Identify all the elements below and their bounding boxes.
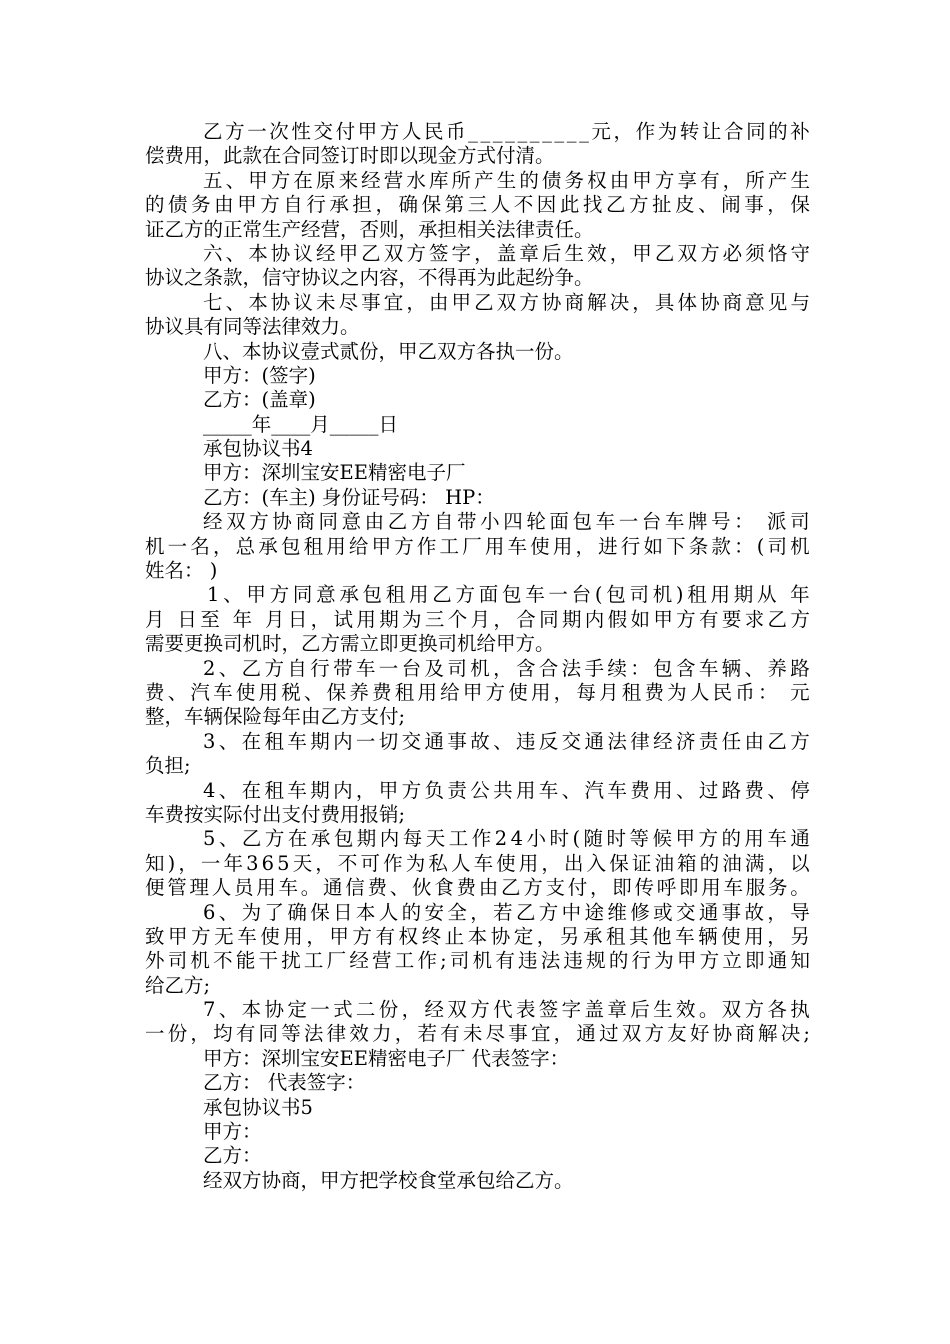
text-line: 一 份 ， 均 有 同 等 法 律 效 力 ， 若 有 未 尽 事 宜 ， 通 过 双 方 友 好 协 商 解 决 ;: [145, 1022, 810, 1046]
text-line: 知 ) ， 一 年 3 6 5 天 ， 不 可 作 为 私 人 车 使 用 ， 出 入 保 证 油 箱 的 油 满 ， 以: [145, 851, 810, 875]
text-line: 需要更换司机时，乙方需立即更换司机给甲方。: [145, 632, 555, 656]
text-line: 甲方：(签字): [203, 363, 316, 387]
text-line: 五 、 甲 方 在 原 来 经 营 水 库 所 产 生 的 债 务 权 由 甲 方 享 有 ， 所 产 生: [203, 168, 810, 192]
text-line: 车费按实际付出支付费用报销;: [145, 802, 406, 826]
text-line: 甲方：: [203, 1120, 262, 1144]
text-line: 给乙方;: [145, 973, 211, 997]
text-line: 六 、 本 协 议 经 甲 乙 双 方 签 字 ， 盖 章 后 生 效 ， 甲 乙 双 方 必 须 恪 守: [203, 241, 810, 265]
text-line: 负担;: [145, 754, 191, 778]
text-line: 乙 方 一 次 性 交 付 甲 方 人 民 币 _ _ _ _ _ _ _ _ _ _ 元 ， 作 为 转 让 合 同 的 补: [203, 120, 810, 143]
text-line: 乙方：(盖章): [203, 388, 316, 412]
text-line: _____年____月_____日: [203, 412, 399, 436]
text-line: 外 司 机 不 能 干 扰 工 厂 经 营 工 作 ; 司 机 有 违 法 违 规 的 行 为 甲 方 立 即 通 知: [145, 949, 810, 973]
text-line: 协议之条款，信守协议之内容，不得再为此起纷争。: [145, 266, 594, 290]
text-line: 5 、 乙 方 在 承 包 期 内 每 天 工 作 2 4 小 时 ( 随 时 等 候 甲 方 的 用 车 通: [203, 827, 810, 851]
text-line: 七 、 本 协 议 未 尽 事 宜 ， 由 甲 乙 双 方 协 商 解 决 ， 具 体 协 商 意 见 与: [203, 290, 810, 314]
text-line: 经双方协商，甲方把学校食堂承包给乙方。: [203, 1168, 574, 1192]
text-line: 2 、 乙 方 自 行 带 车 一 台 及 司 机 ， 含 合 法 手 续 ： 包 含 车 辆 、 养 路: [203, 656, 810, 680]
text-line: 乙方：: [203, 1144, 262, 1168]
text-line: 便 管 理 人 员 用 车 。 通 信 费 、 伙 食 费 由 乙 方 支 付 ， 即 传 呼 即 用 车 服 务 。: [145, 876, 810, 900]
text-line: 整，车辆保险每年由乙方支付;: [145, 705, 406, 729]
text-line: 经 双 方 协 商 同 意 由 乙 方 自 带 小 四 轮 面 包 车 一 台 车 牌 号 ： 派 司: [203, 510, 810, 534]
text-line: 姓名： ): [145, 559, 218, 583]
text-line: 承包协议书4: [203, 437, 313, 461]
text-line: 偿费用，此款在合同签订时即以现金方式付清。: [145, 144, 555, 168]
text-line: 3 、 在 租 车 期 内 一 切 交 通 事 故 、 违 反 交 通 法 律 经 济 责 任 由 乙 方: [203, 729, 810, 753]
text-line: 机 一 名 ， 总 承 包 租 用 给 甲 方 作 工 厂 用 车 使 用 ， 进 行 如 下 条 款 ： ( 司 机: [145, 534, 810, 558]
text-line: 证乙方的正常生产经营，否则，承担相关法律责任。: [145, 217, 594, 241]
text-line: 乙方：(车主) 身份证号码： HP：: [203, 485, 495, 509]
text-line: 八、本协议壹式贰份，甲乙双方各执一份。: [203, 339, 574, 363]
text-line: 7 、 本 协 定 一 式 二 份 ， 经 双 方 代 表 签 字 盖 章 后 生 效 。 双 方 各 执: [203, 998, 810, 1022]
text-line: 承包协议书5: [203, 1095, 313, 1119]
text-line: 1 、 甲 方 同 意 承 包 租 用 乙 方 面 包 车 一 台 ( 包 司 机 ) 租 用 期 从 年: [207, 583, 810, 607]
document-body: [145, 120, 810, 1193]
text-line: 甲方：深圳宝安EE精密电子厂: [203, 461, 466, 485]
text-line: 致 甲 方 无 车 使 用 ， 甲 方 有 权 终 止 本 协 定 ， 另 承 租 其 他 车 辆 使 用 ， 另: [145, 924, 810, 948]
text-line: 4 、 在 租 车 期 内 ， 甲 方 负 责 公 共 用 车 、 汽 车 费 用 、 过 路 费 、 停: [203, 778, 810, 802]
text-line: 乙方： 代表签字：: [203, 1071, 366, 1095]
text-line: 的 债 务 由 甲 方 自 行 承 担 ， 确 保 第 三 人 不 因 此 找 乙 方 扯 皮 、 闹 事 ， 保: [145, 193, 810, 217]
text-line: 费 、 汽 车 使 用 税 、 保 养 费 租 用 给 甲 方 使 用 ， 每 月 租 费 为 人 民 币 ： 元: [145, 680, 810, 704]
text-line: 月 日 至 年 月 日 ， 试 用 期 为 三 个 月 ， 合 同 期 内 假 如 甲 方 有 要 求 乙 方: [145, 607, 810, 631]
text-line: 6 、 为 了 确 保 日 本 人 的 安 全 ， 若 乙 方 中 途 维 修 或 交 通 事 故 ， 导: [203, 900, 810, 924]
text-line: 甲方：深圳宝安EE精密电子厂 代表签字：: [203, 1046, 570, 1070]
text-line: 协议具有同等法律效力。: [145, 315, 360, 339]
